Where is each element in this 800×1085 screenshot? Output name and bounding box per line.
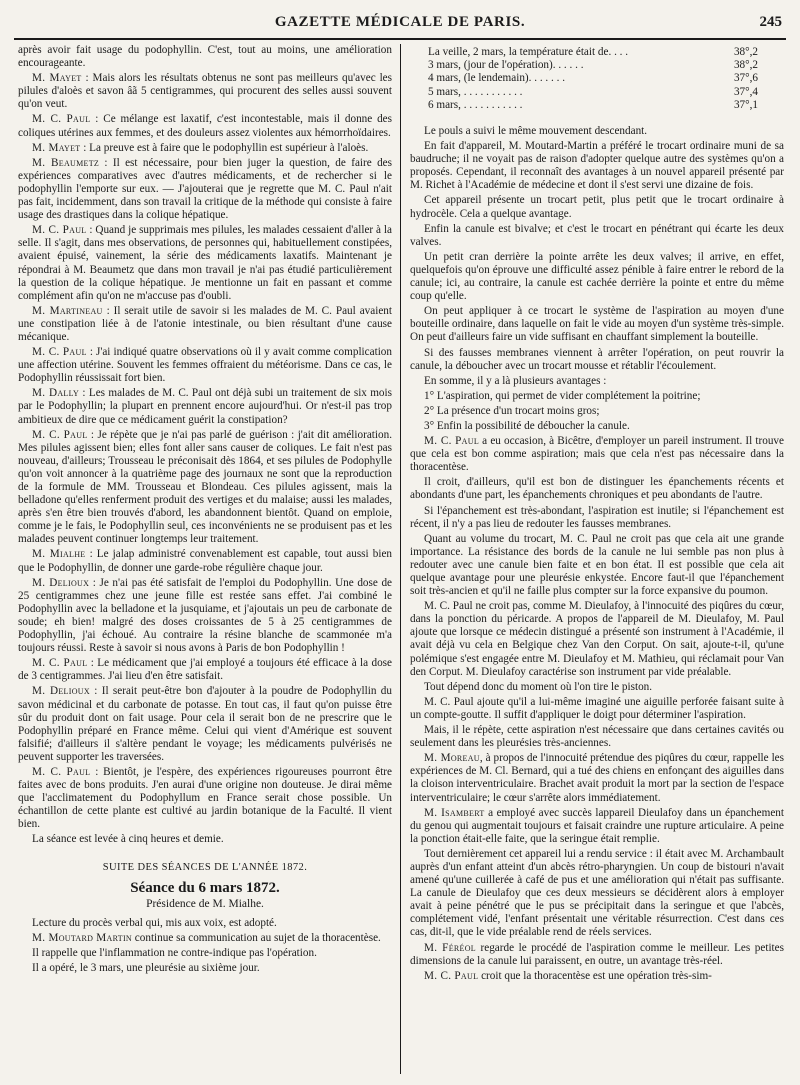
paragraph-text: : Ce mélange est laxatif, c'est incontestable, mais il donne des coliques utérines aux femmes, et des douleurs assez violentes aux hémorrhoïdaires. xyxy=(18,113,392,139)
paragraph-text: La séance est levée à cinq heures et demie. xyxy=(32,833,224,846)
paragraph-text: On peut appliquer à ce trocart le système de l'aspiration au moyen d'une bouteille ordinaire, dans laquelle on fait le vide au moyen d'un système très-simple. On peut d'ailleurs faire un vide suffisant en chauffant simplement la bouteille. xyxy=(410,305,784,344)
paragraph-text: 1° L'aspiration, qui permet de vider complétement la poitrine; xyxy=(424,389,701,402)
left-column-body xyxy=(18,44,392,847)
temperature-label: La veille, 2 mars, la température était de. . . . xyxy=(428,46,629,58)
temperature-label: 6 mars, . . . . . . . . . . . xyxy=(428,98,523,111)
right-column xyxy=(410,44,784,1078)
speaker-name: M. Moutard Martin xyxy=(32,931,132,944)
paragraph xyxy=(18,577,392,656)
paragraph-text: Tout dépend donc du moment où l'on tire le piston. xyxy=(424,680,653,693)
paragraph-text: regarde le procédé de l'aspiration comme le meilleur. Les petites dimensions de la canule lui paraissent, en outre, un avantage très-réel. xyxy=(410,941,784,967)
paragraph xyxy=(410,420,784,433)
paragraph-text: : Quand je supprimais mes pilules, les malades cessaient d'aller à la selle. Il s'agit, dans mes observations, de personnes qui, habituellement constipées, avaient épuisé, vainement, la série des médicaments laxatifs. Maintenant je répondrai à M. Beaumetz que dans mon travail je n'ai pas étudié particulièrement la question de la colique hépatique. Je mentionne un fait en passant et comme complément afin qu'on ne m'accuse pas d'oubli. xyxy=(18,224,392,302)
temperature-row xyxy=(428,99,758,112)
paragraph xyxy=(410,970,784,983)
paragraph xyxy=(18,113,392,139)
paragraph xyxy=(18,44,392,70)
paragraph-text: Cet appareil présente un trocart petit, plus petit que le trocart ordinaire à hydrocèle. Cela a quelque avantage. xyxy=(410,194,784,220)
paragraph-text: M. C. Paul ajoute qu'il a lui-même imaginé une aiguille perforée faisant suite à un compte-goutte. Il suffit d'appliquer le doigt pour déterminer l'aspiration. xyxy=(410,695,784,721)
paragraph-text: Lecture du procès verbal qui, mis aux voix, est adopté. xyxy=(32,916,277,929)
paragraph-text: : Il serait peut-être bon d'ajouter à la poudre de Podophyllin du savon médicinal et du carbonate de potasse. En tout cas, il faut qu'on puisse être sûr du produit dont on fait usage. Pour cela il serait bon de ne prescrire que le Podophyllin préparé en France même. Celui qui vient d'Amérique est souvent falsifié; d'ailleurs il s'altère pendant le voyage; les médicaments pulvérisés ne peuvent supporter les traversées. xyxy=(18,685,392,763)
temperature-value: 37°,4 xyxy=(733,85,758,98)
speaker-name: M. Mayet xyxy=(32,72,82,85)
paragraph xyxy=(410,724,784,750)
journal-title: GAZETTE MÉDICALE DE PARIS. xyxy=(274,14,526,30)
paragraph-text: Le pouls a suivi le même mouvement descendant. xyxy=(424,125,648,138)
paragraph xyxy=(410,405,784,418)
paragraph-text: : Je n'ai pas été satisfait de l'emploi du Podophyllin. Une dose de 25 centigrammes chez une jeune fille est restée sans effet. J'ai combiné le Podophyllin avec la belladone et la jusquiame, et j'ajoutais un peu de carbonate de soude; eh bien! malgré des doses croissantes de 5 à 25 centigrammes de Podophyllin, j'ai échoué. Au contraire la résine blanche de scammonée m'a toujours réussi. Reste à savoir si nous avons à Paris de bon Podophyllin ! xyxy=(18,576,392,655)
paragraph-text: En fait d'appareil, M. Moutard-Martin a préféré le trocart ordinaire muni de sa baudruche; il ne voyait pas de raison d'adopter quelque autre des systèmes qu'on a proposés. Cependant, il reconnaît des avantages à un nouvel appareil présenté par M. Richet à l'Académie de médecine et dont il s'est servi une dizaine de fois. xyxy=(410,140,784,192)
speaker-name: M. C. Paul xyxy=(424,969,479,982)
speaker-name: M. Delioux xyxy=(32,685,90,698)
paragraph-text: a eu occasion, à Bicêtre, d'employer un pareil instrument. Il trouve que cela est bon comme aspiration; mais que cela n'est pas nécessaire dans la thoracentèse. xyxy=(410,435,784,474)
speaker-name: M. Beaumetz xyxy=(32,156,100,169)
paragraph xyxy=(18,305,392,344)
paragraph xyxy=(410,223,784,249)
seance-title: Séance du 6 mars 1872. xyxy=(130,879,280,896)
header-rule xyxy=(14,38,786,40)
paragraph-text: croit que la thoracentèse est une opération très-sim- xyxy=(478,969,712,982)
paragraph xyxy=(18,548,392,574)
left-column xyxy=(18,44,392,1078)
paragraph xyxy=(410,752,784,804)
paragraph-text: Il rappelle que l'inflammation ne contre-indique pas l'opération. xyxy=(32,947,317,959)
paragraph-text: M. C. Paul ne croit pas, comme M. Dieulafoy, à l'innocuité des piqûres du cœur, dans la ponction du péricarde. A propos de l'appareil de M. Dieulafoy, M. Paul ajoute que lorsque ce médecin distingué a présenté son instrument à l'Académie, il avait déjà vu cela en Belgique chez Van den Corput. On sait, ajoute-t-il, qu'une polémique s'est engagée entre M. Dieulafoy et M. Mathieu, qui réclamait pour Van den Corput. M. Dieulafoy caractérise son instrument par vide préalable. xyxy=(410,600,784,678)
paragraph-text: Il croit, d'ailleurs, qu'il est bon de distinguer les épanchements récents et abondants d'une part, les épanchements chroniques et peu abondants de l'autre. xyxy=(410,476,784,502)
paragraph xyxy=(18,142,392,155)
presidence-line: Présidence de M. Mialhe. xyxy=(146,897,264,910)
paragraph xyxy=(18,766,392,831)
paragraph-text: : J'ai indiqué quatre observations où il y avait comme complication une affection utérine. Souvent les femmes offraient du météorisme. Dans ce cas, le Podophyllin réussissait fort bien. xyxy=(18,346,392,385)
paragraph xyxy=(410,807,784,846)
paragraph-text: Il a opéré, le 3 mars, une pleurésie au sixième jour. xyxy=(32,962,260,975)
paragraph xyxy=(18,346,392,385)
temperature-value: 38°,2 xyxy=(733,46,758,58)
page-header xyxy=(14,6,786,40)
temperature-row xyxy=(428,46,758,59)
paragraph xyxy=(410,194,784,220)
paragraph xyxy=(410,251,784,303)
paragraph-text: : Il est nécessaire, pour bien juger la question, de faire des expériences comparatives avec d'autres médicaments, et de rechercher si le podophyllin l'emporte sur eux. — J'ajouterai que je regrette que M. C. Paul n'ait pas fait, incidemment, dans son travail la critique de la méthode qui consiste à faire usage des drastiques dans la colique hépatique. xyxy=(18,156,392,222)
speaker-name: M. Féréol xyxy=(424,941,476,954)
paragraph-text: : Le médicament que j'ai employé a toujours été efficace à la dose de 3 centigrammes. J'ai lieu d'en être satisfait. xyxy=(18,657,392,683)
temperature-table xyxy=(428,46,758,112)
paragraph xyxy=(410,347,784,373)
speaker-name: M. C. Paul xyxy=(32,765,91,778)
paragraph-text: Quant au volume du trocart, M. C. Paul ne croit pas que cela ait une grande importance. La résistance des bords de la canule ne lui semble pas non plus à redouter avec une canule bien faite et en bon état. Il est possible que cela ait quelque avantage pour une pleurésie enkystée. Encore faut-il que l'épanchement soit très-ancien et qu'il ne faille plus compter sur la force expansive du poumon. xyxy=(410,532,784,598)
paragraph-text: 3° Enfin la possibilité de déboucher la canule. xyxy=(424,419,630,432)
paragraph-text: Mais, il le répète, cette aspiration n'est nécessaire que dans certaines cavités ou seulement dans les pleurésies très-anciennes. xyxy=(410,724,784,750)
paragraph-text: : Il serait utile de savoir si les malades de M. C. Paul avaient une constipation liée à de l'atonie intestinale, ou bien résultant d'une cause mécanique. xyxy=(18,304,392,343)
paragraph xyxy=(18,387,392,426)
paragraph xyxy=(410,848,784,940)
paragraph-text: a employé avec succès lappareil Dieulafoy dans un épanchement du genou qui augmentait toujours et faisait craindre une rupture articulaire. A peine la ponction était-elle faite, que la seringue était remplie. xyxy=(410,806,784,845)
temperature-row xyxy=(428,72,758,85)
paragraph xyxy=(410,533,784,598)
paragraph xyxy=(410,505,784,531)
temperature-label: 3 mars, (jour de l'opération). . . . . . xyxy=(428,59,584,72)
paragraph xyxy=(18,947,392,960)
paragraph xyxy=(18,917,392,930)
speaker-name: M. Moreau xyxy=(424,752,480,765)
paragraph-text: après avoir fait usage du podophyllin. C'est, tout au moins, une amélioration encourageante. xyxy=(18,44,392,70)
speaker-name: M. Delioux xyxy=(32,576,90,589)
paragraph xyxy=(18,962,392,975)
temperature-label: 5 mars, . . . . . . . . . . . xyxy=(428,85,523,98)
paragraph-text: : Je répète que je n'ai pas parlé de guérison : j'ait dit amélioration. Mes pilules agissent bien; elles font aller sans causer de coliques. Le fait n'est pas nouveau, d'ailleurs; Trousseau le préconisait dès 1864, et ses pilules de Podophylle qu'on voit annoncer à la quatrième page des journaux ne sont que la reproduction de la formule de MM. Trousseau et Blondeau. Ces pilules agissent, mais la belladone qu'elles renferment produit des vertiges et du malaise; aussi les malades, après s'en être bien trouvés d'abord, les abandonnent bientôt. Quand on emploie, comme je le fais, le Podophyllin seul, ces inconvénients ne se produisent pas et les malades peuvent continuer longtemps leur traitement. xyxy=(18,428,392,546)
section-heading: SUITE DES SÉANCES DE L'ANNÉE 1872. xyxy=(102,861,308,873)
paragraph xyxy=(18,429,392,547)
temperature-row xyxy=(428,59,758,72)
column-divider xyxy=(400,44,401,1074)
speaker-name: M. Isambert xyxy=(424,806,485,819)
temperature-row xyxy=(428,86,758,99)
left-column-after xyxy=(18,917,392,975)
paragraph-text: Si des fausses membranes viennent à arrêter l'opération, on peut rouvrir la canule, la déboucher avec un trocart mousse et rétablir l'écoulement. xyxy=(410,346,784,372)
paragraph xyxy=(410,375,784,388)
paragraph xyxy=(410,600,784,679)
temperature-value: 37°,6 xyxy=(733,72,758,85)
paragraph xyxy=(18,157,392,222)
paragraph-text: : Bientôt, je l'espère, des expériences rigoureuses pourront être faites avec de bons produits. J'en aurai d'une origine non douteuse. Je dirai même que l'acclimatement du Podophyllum en France serait chose possible. Un échantillon de cette plante est cultivé au jardin botanique de la Faculté. Il vient bien. xyxy=(18,765,392,831)
paragraph xyxy=(18,72,392,111)
page-number: 245 xyxy=(759,14,782,30)
paragraph-text: : Mais alors les résultats obtenus ne sont pas meilleurs qu'avec les pilules d'aloès et savon âã 5 centigrammes, qui procurent des selles aussi souvent qu'on veut. xyxy=(18,72,392,111)
speaker-name: M. Dally xyxy=(32,387,80,400)
speaker-name: M. C. Paul xyxy=(32,224,87,237)
speaker-name: M. C. Paul xyxy=(424,435,480,448)
paragraph-text: Tout dernièrement cet appareil lui a rendu service : il était avec M. Archambault auprès d'un enfant atteint d'un abcès rétro-pharyngien. Un coup de bistouri n'avait amené qu'une cuillerée à café de pus et une amélioration qui n'était pas suffisante. La canule de Dieulafoy que ces deux messieurs se décidèrent alors à employer avait à peine pénétré que le pus se précipitait dans la seringue et que l'abcès, complétement vidé, l'enfant présentait une véritable résurrection. C'est dans ces cas, dit-il, que le vide préalable rend de réels services. xyxy=(410,847,784,939)
speaker-name: M. C. Paul xyxy=(32,657,88,670)
speaker-name: M. C. Paul xyxy=(32,113,91,126)
paragraph-text: : Le jalap administré convenablement est capable, tout aussi bien que le Podophyllin, de donner une garde-robe régulière chaque jour. xyxy=(18,548,392,574)
paragraph xyxy=(410,476,784,502)
paragraph xyxy=(410,435,784,474)
paragraph xyxy=(410,942,784,968)
paragraph xyxy=(18,833,392,846)
paragraph-text: Si l'épanchement est très-abondant, l'aspiration est inutile; si l'épanchement est récent, il n'y a pas lieu de redouter les fausses membranes. xyxy=(410,504,784,530)
paragraph xyxy=(410,140,784,192)
paragraph xyxy=(18,657,392,683)
paragraph-text: : Les malades de M. C. Paul ont déjà subi un traitement de six mois par le Podophyllin; la plupart en prennent encore aujourd'hui. Or n'est-il pas trop ambitieux de dire que ce médicament guérit la constipation? xyxy=(18,387,392,426)
paragraph-text: 2° La présence d'un trocart moins gros; xyxy=(424,404,600,417)
paragraph-text: Un petit cran derrière la pointe arrête les deux valves; il arrive, en effet, quelquefois qu'on éprouve une difficulté assez pénible à faire entrer le rebord de la canule; ici, au contraire, la canule est cachée derrière la pointe et entre du même coup qu'elle. xyxy=(410,250,784,303)
paragraph-text: En somme, il y a là plusieurs avantages : xyxy=(424,374,607,387)
paragraph xyxy=(18,932,392,945)
paragraph xyxy=(18,685,392,764)
paragraph-text: , à propos de l'innocuité prétendue des piqûres du cœur, rappelle les expériences de M. Cl. Bernard, qui a tué des chiens en enfonçant des aiguilles dans la cloison interventriculaire. Brachet avait produit la mort par la section de l'espace interventriculaire; le cœur s'arrête alors immédiatement. xyxy=(410,752,784,804)
speaker-name: M. Mayet xyxy=(32,141,81,154)
paragraph-text: : La preuve est à faire que le podophyllin est supérieur à l'aloès. xyxy=(80,141,369,154)
speaker-name: M. C. Paul xyxy=(32,428,88,441)
speaker-name: M. C. Paul xyxy=(32,346,87,359)
temperature-value: 38°,2 xyxy=(733,59,758,72)
paragraph xyxy=(410,125,784,138)
speaker-name: M. Martineau xyxy=(32,304,103,317)
paragraph-text: continue sa communication au sujet de la thoracentèse. xyxy=(132,931,381,944)
paragraph xyxy=(410,390,784,403)
paragraph xyxy=(410,305,784,344)
paragraph xyxy=(410,681,784,694)
paragraph xyxy=(18,224,392,303)
paragraph xyxy=(410,696,784,722)
temperature-label: 4 mars, (le lendemain). . . . . . . xyxy=(428,72,566,85)
paragraph-text: Enfin la canule est bivalve; et c'est le trocart en pénétrant qui écarte les deux valves. xyxy=(410,222,784,248)
right-column-body xyxy=(410,125,784,983)
speaker-name: M. Mialhe xyxy=(32,548,86,561)
temperature-value: 37°,1 xyxy=(733,98,758,111)
